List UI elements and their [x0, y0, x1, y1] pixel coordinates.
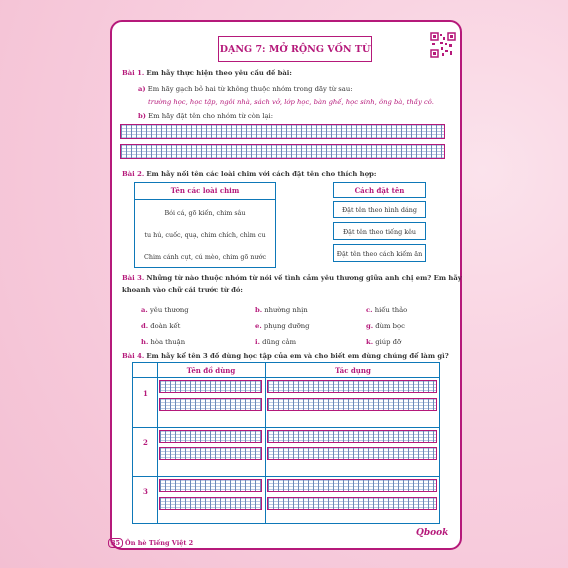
option-key: e.: [255, 322, 262, 330]
naming-method-header-box: [333, 182, 426, 198]
naming-method-1-box[interactable]: [333, 201, 426, 218]
writing-grid-1[interactable]: [120, 124, 445, 139]
option-value: dũng cảm: [262, 338, 297, 346]
naming-method-header: Cách đặt tên: [354, 186, 405, 195]
answer-grid-r1a-purpose[interactable]: [267, 380, 437, 393]
option-value: phụng dưỡng: [263, 322, 310, 330]
naming-method-2-box[interactable]: [333, 222, 426, 240]
option-a[interactable]: [141, 306, 189, 314]
naming-method-3-box[interactable]: [333, 244, 426, 262]
option-value: đoàn kết: [150, 322, 181, 330]
option-value: hòa thuận: [150, 338, 186, 346]
option-key: b.: [255, 306, 263, 314]
page-footer: [108, 538, 193, 548]
qr-code-icon: [430, 32, 456, 58]
answer-grid-r3b-purpose[interactable]: [267, 497, 437, 510]
answer-grid-r3b-name[interactable]: [159, 497, 262, 510]
bai2-prompt: Em hãy nối tên các loài chim với cách đặt tên cho thích hợp:: [146, 170, 377, 178]
bai2-label: Bài 2.: [122, 170, 145, 178]
naming-method-2: Đặt tên theo tiếng kêu: [343, 228, 416, 236]
bai1-word-list: trường học, học tập, ngôi nhà, sách vở, lớp học, bàn ghế, học sinh, ông bà, thầy cô.: [148, 98, 434, 106]
option-h[interactable]: [141, 338, 185, 346]
option-key: g.: [366, 322, 374, 330]
option-key: k.: [366, 338, 374, 346]
option-key: i.: [255, 338, 260, 346]
bai4-prompt: Em hãy kể tên 3 đồ dùng học tập của em và cho biết em dùng chúng để làm gì?: [146, 352, 449, 360]
section-title-box: [218, 36, 372, 62]
bai3-prompt-2: khoanh vào chữ cái trước từ đó:: [122, 286, 243, 294]
answer-grid-r1a-name[interactable]: [159, 380, 262, 393]
publisher-logo: Qbook: [416, 528, 449, 538]
option-i[interactable]: [255, 338, 296, 346]
option-value: yêu thương: [149, 306, 189, 314]
col-item-name-header: Tên đồ dùng: [186, 366, 236, 375]
option-key: h.: [141, 338, 149, 346]
answer-grid-r1b-purpose[interactable]: [267, 398, 437, 411]
col-purpose-header: Tác dụng: [335, 366, 371, 375]
bai1-a-text: Em hãy gạch bỏ hai từ không thuộc nhóm trong dãy từ sau:: [147, 85, 353, 93]
bai1-b-text: Em hãy đặt tên cho nhóm từ còn lại:: [148, 112, 274, 120]
bai4-label: Bài 4.: [122, 352, 145, 360]
bird-names-table: [134, 182, 276, 268]
option-d[interactable]: [141, 322, 180, 330]
naming-method-3: Đặt tên theo cách kiếm ăn: [336, 250, 423, 258]
option-value: giúp đỡ: [375, 338, 402, 346]
row-number-3: 3: [143, 487, 148, 496]
bai1-a-label: a): [138, 85, 146, 93]
answer-grid-r3a-name[interactable]: [159, 479, 262, 492]
bai1-label: Bài 1.: [122, 69, 145, 77]
bai1-b-label: b): [138, 112, 146, 120]
option-c[interactable]: [366, 306, 407, 314]
bird-row-2[interactable]: tu hú, cuốc, quạ, chim chích, chìm cu: [144, 231, 266, 239]
option-g[interactable]: [366, 322, 405, 330]
answer-grid-r1b-name[interactable]: [159, 398, 262, 411]
option-key: c.: [366, 306, 373, 314]
naming-method-1: Đặt tên theo hình dáng: [342, 206, 417, 214]
option-key: d.: [141, 322, 149, 330]
row-number-2: 2: [143, 438, 148, 447]
bai1-prompt: Em hãy thực hiện theo yêu cầu dề bài:: [146, 69, 292, 77]
answer-grid-r3a-purpose[interactable]: [267, 479, 437, 492]
bird-row-3[interactable]: Chim cánh cụt, cú mèo, chim gõ nước: [143, 253, 267, 261]
answer-grid-r2a-purpose[interactable]: [267, 430, 437, 443]
bird-names-header: Tên các loài chim: [170, 186, 240, 195]
option-e[interactable]: [255, 322, 309, 330]
writing-grid-2[interactable]: [120, 144, 445, 159]
book-title: Ôn hè Tiếng Việt 2: [125, 539, 194, 547]
bai3-label: Bài 3.: [122, 274, 145, 282]
option-b[interactable]: [255, 306, 308, 314]
page-number: 35: [108, 538, 123, 548]
answer-grid-r2b-purpose[interactable]: [267, 447, 437, 460]
bai3-prompt-1: Những từ nào thuộc nhóm từ nói về tình cảm yêu thương giữa anh chị em? Em hãy: [146, 274, 462, 282]
section-title: DẠNG 7: MỞ RỘNG VỐN TỪ: [219, 43, 371, 55]
row-number-1: 1: [143, 389, 148, 398]
option-value: hiếu thảo: [374, 306, 408, 314]
answer-grid-r2b-name[interactable]: [159, 447, 262, 460]
option-key: a.: [141, 306, 148, 314]
bird-row-1[interactable]: Bói cá, gõ kiến, chim sâu: [164, 209, 246, 217]
option-value: nhường nhịn: [264, 306, 308, 314]
option-value: đùm bọc: [375, 322, 405, 330]
option-k[interactable]: [366, 338, 401, 346]
answer-grid-r2a-name[interactable]: [159, 430, 262, 443]
